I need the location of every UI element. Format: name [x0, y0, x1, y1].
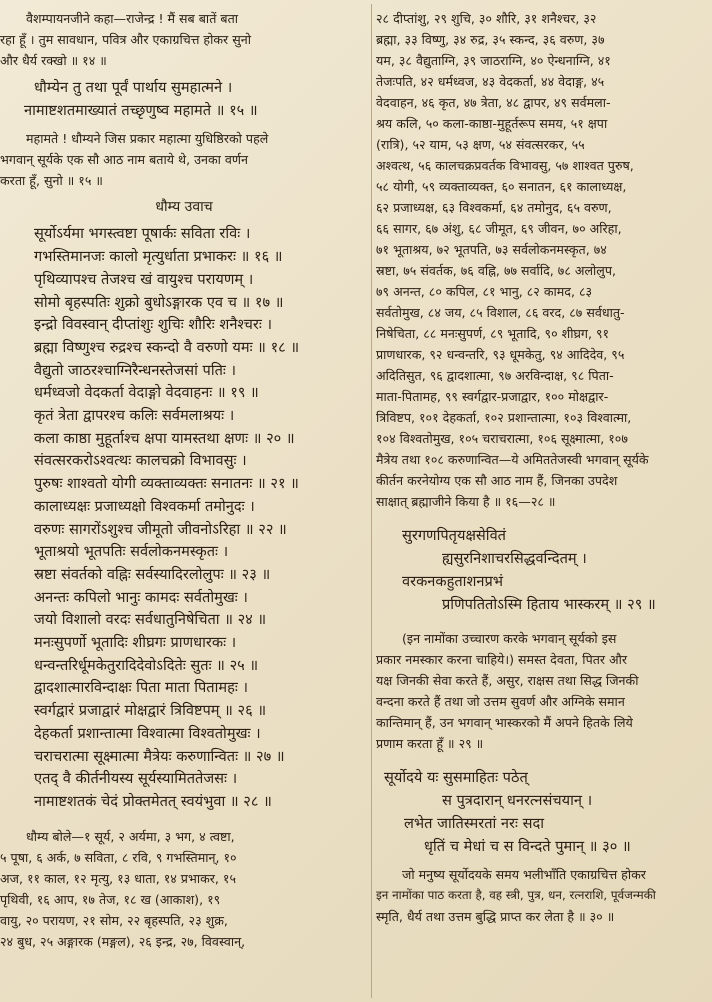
para-line: वायु, २० परायण, २१ सोम, २२ बृहस्पति, २३ शुक्र,: [0, 912, 228, 928]
para-line: मैत्रेय तथा १०८ करुणान्वित—ये अमिततेजस्वी भगवान् सूर्यके: [376, 452, 649, 467]
verse-line: सूर्योऽर्यमा भगस्त्वष्टा पूषार्कः सविता रविः ।: [34, 225, 251, 243]
para-line: साक्षात् ब्रह्माजीने किया है ॥ १६—२८ ॥: [376, 494, 556, 509]
verses-16-28: [0, 223, 368, 813]
para-line: वन्दना करते हैं तथा जो उत्तम सुवर्ण और अग्निके समान: [376, 694, 625, 709]
verse-line: कालाध्यक्षः प्रजाध्यक्षो विश्वकर्मा तमोनुदः ।: [34, 497, 255, 515]
verse-line: पृथिव्यापश्च तेजश्च खं वायुश्च परायणम् ।: [34, 270, 254, 288]
verse-line: प्रणिपतितोऽस्मि हिताय भास्करम् ॥ २९ ॥: [442, 596, 656, 613]
verse-line: वैद्युतो जाठरश्चाग्निरैन्धनस्तेजसां पतिः ।: [34, 361, 237, 379]
para-line: २८ दीप्तांशु, २९ शुचि, ३० शौरि, ३१ शनैश्चर, ३२: [376, 11, 597, 26]
para-30: [376, 864, 708, 927]
para-line: त्रिविष्टप, १०१ देहकर्ता, १०२ प्रशान्तात्मा, १०३ विश्वात्मा,: [376, 410, 632, 425]
verse-line: ब्रह्मा विष्णुश्च रुद्रश्च स्कन्दो वै वरुणो यमः ॥ १८ ॥: [34, 338, 300, 356]
verse-line: स्रष्टा संवर्तको वह्निः सर्वस्यादिरलोलुपः ॥ २३ ॥: [34, 565, 271, 583]
verse-line: पुरुषः शाश्वतो योगी व्यक्ताव्यक्तः सनातनः ॥ २१ ॥: [34, 475, 299, 493]
para-line: धौम्य बोले—१ सूर्य, २ अर्यमा, ३ भग, ४ त्वष्टा,: [26, 828, 235, 844]
para-line: कीर्तन करनेयोग्य एक सौ आठ नाम हैं, जिनका उपदेश: [376, 473, 618, 488]
dhaumya-uvacha-heading: धौम्य उवाच: [155, 199, 213, 216]
para-29: [376, 628, 708, 754]
para-line: माता-पितामह, ९९ स्वर्गद्वार-प्रजाद्वार, १०० मोक्षद्वार-: [376, 389, 609, 404]
para-line: प्रणाम करता हूँ ॥ २९ ॥: [376, 736, 484, 751]
verse-line: इन्द्रो विवस्वान् दीप्तांशुः शुचिः शौरिः शनैश्चरः ।: [34, 316, 272, 334]
para-line: रहा हूँ । तुम सावधान, पवित्र और एकाग्रचित्त होकर सुनो: [0, 32, 251, 47]
para-line: करता हूँ, सुनो ॥ १५ ॥: [0, 173, 103, 189]
verse-line: धौम्येन तु तथा पूर्वं पार्थाय सुमहात्मने ।: [34, 79, 233, 96]
verse-line: भूताश्रयो भूतपतिः सर्वलोकनमस्कृतः ।: [34, 543, 229, 561]
para-line: ५८ योगी, ५९ व्यक्ताव्यक्त, ६० सनातन, ६१ कालाध्यक्ष,: [376, 179, 627, 194]
para-line: अदितिसुत, ९६ द्वादशात्मा, ९७ अरविन्दाक्ष, ९८ पिता-: [376, 368, 614, 383]
verse-line: जयो विशालो वरदः सर्वधातुनिषेचिता ॥ २४ ॥: [34, 611, 267, 629]
verse-line: द्वादशात्मारविन्दाक्षः पिता माता पितामहः ।: [34, 679, 248, 697]
para-line: ब्रह्मा, ३३ विष्णु, ३४ रुद्र, ३५ स्कन्द, ३६ वरुण, ३७: [376, 32, 605, 47]
para-line: ७९ अनन्त, ८० कपिल, ८१ भानु, ८२ कामद, ८३: [376, 284, 593, 299]
para-line: वैशम्पायनजीने कहा—राजेन्द्र ! मैं सब बातें बता: [26, 11, 239, 26]
verse-line: मनःसुपर्णो भूतादिः शीघ्रगः प्राणधारकः ।: [34, 634, 237, 652]
left-column: [0, 8, 368, 996]
verse-15: [0, 77, 368, 122]
para-intro: [0, 8, 368, 71]
verse-line: धन्वन्तरिर्धूमकेतुरादिदेवोऽदितेः सुतः ॥ २५ ॥: [34, 656, 259, 674]
verse-line: अनन्तः कपिलो भानुः कामदः सर्वतोमुखः ।: [34, 588, 248, 606]
para-line: ७१ भूताश्रय, ७२ भूतपति, ७३ सर्वलोकनमस्कृत, ७४: [376, 242, 607, 257]
para-line: भगवान् सूर्यके एक सौ आठ नाम बताये थे, उनका वर्णन: [0, 152, 249, 168]
column-divider: [371, 4, 372, 998]
verse-line: ह्यसुरनिशाचरसिद्धवन्दितम् ।: [442, 550, 587, 567]
para-line: और धैर्य रक्खो ॥ १४ ॥: [0, 53, 107, 68]
verse-line: चराचरात्मा सूक्ष्मात्मा मैत्रेयः करुणान्वितः ॥ २७ ॥: [34, 747, 285, 765]
para-names-continued: [376, 8, 708, 512]
para-line: प्रकार नमस्कार करना चाहिये।) समस्त देवता, पितर और: [376, 652, 628, 667]
verse-30: [376, 766, 708, 858]
verse-line: वरकनकहुताशनप्रभं: [402, 573, 504, 590]
verse-line: स्वर्गद्वारं प्रजाद्वारं मोक्षद्वारं त्रिविष्टपम् ॥ २६ ॥: [34, 702, 267, 720]
right-column: [376, 8, 708, 996]
para-line: (रात्रि), ५२ याम, ५३ क्षण, ५४ संवत्सरकर, ५५: [376, 137, 585, 152]
para-line: पृथिवी, १६ आप, १७ तेज, १८ ख (आकाश), १९: [0, 891, 221, 907]
para-line: जो मनुष्य सूर्योदयके समय भलीभाँति एकाग्रचित्त होकर: [402, 867, 646, 882]
para-line: कान्तिमान् हैं, उन भगवान् भास्करको मैं अपने हितके लिये: [376, 715, 633, 730]
verse-29: [376, 524, 708, 616]
para-line: १०४ विश्वतोमुख, १०५ चराचरात्मा, १०६ सूक्ष्मात्मा, १०७: [376, 431, 628, 446]
verse-line: देहकर्ता प्रशान्तात्मा विश्वात्मा विश्वतोमुखः ।: [34, 724, 261, 742]
para-line: स्मृति, धैर्य तथा उत्तम बुद्धि प्राप्त कर लेता है ॥ ३० ॥: [376, 909, 615, 924]
verse-line: एतद् वै कीर्तनीयस्य सूर्यस्यामिततेजसः ।: [34, 770, 238, 788]
verse-line: सुरगणपितृयक्षसेवितं: [402, 527, 506, 544]
para-line: ६२ प्रजाध्यक्ष, ६३ विश्वकर्मा, ६४ तमोनुद, ६५ वरुण,: [376, 200, 612, 215]
para-line: स्रष्टा, ७५ संवर्तक, ७६ वह्नि, ७७ सर्वादि, ७८ अलोलुप,: [376, 263, 616, 278]
para-line: तेजःपति, ४२ धर्मध्वज, ४३ वेदकर्ता, ४४ वेदाङ्ग, ४५: [376, 74, 605, 89]
para-line: प्राणधारक, ९२ धन्वन्तरि, ९३ धूमकेतु, ९४ आदिदेव, ९५: [376, 347, 625, 362]
verse-line: सूर्योदये यः सुसमाहितः पठेत्: [384, 769, 528, 786]
para-line: श्रय कलि, ५० कला-काष्ठा-मुहूर्तरूप समय, ५१ क्षपा: [376, 116, 608, 131]
verse-line: स पुत्रदारान् धनरत्नसंचयान् ।: [442, 792, 593, 809]
verse-line: नामाष्टशतकं चेदं प्रोक्तमेतत् स्वयंभुवा ॥ २८ ॥: [34, 792, 272, 810]
verse-line: संवत्सरकरोऽश्वत्थः कालचक्रो विभावसुः ।: [34, 452, 247, 470]
para-line: ५ पूषा, ६ अर्क, ७ सविता, ८ रवि, ९ गभस्तिमान्, १०: [0, 849, 237, 865]
para-line: यम, ३८ वैद्युताग्नि, ३९ जाठराग्नि, ४० ऐन्धनाग्नि, ४१: [376, 53, 611, 68]
verse-line: सोमो बृहस्पतिः शुक्रो बुधोऽङ्गारक एव च ॥ १७ ॥: [34, 293, 284, 311]
verse-line: वरुणः सागरोंऽशुश्च जीमूतो जीवनोऽरिहा ॥ २२ ॥: [34, 520, 287, 538]
para-line: अश्वत्थ, ५६ कालचक्रप्रवर्तक विभावसु, ५७ शाश्वत पुरुष,: [376, 158, 634, 173]
verse-line: गभस्तिमानजः कालो मृत्युर्धाता प्रभाकरः ॥ १६ ॥: [34, 248, 283, 266]
para-line: महामते ! धौम्यने जिस प्रकार महात्मा युधिष्ठिरको पहले: [26, 131, 269, 147]
para-15: [0, 128, 368, 191]
para-line: वेदवाहन, ४६ कृत, ४७ त्रेता, ४८ द्वापर, ४९ सर्वमला-: [376, 95, 611, 110]
para-line: ६६ सागर, ६७ अंशु, ६८ जीमूत, ६९ जीवन, ७० अरिहा,: [376, 221, 622, 236]
verse-line: लभेत जातिस्मरतां नरः सदा: [404, 815, 544, 832]
verse-line: नामाष्टशतमाख्यातं तच्छृणुष्व महामते ॥ १५ ॥: [24, 101, 258, 119]
verse-line: कला काष्ठा मुहूर्ताश्च क्षपा यामस्तथा क्षणः ॥ २० ॥: [34, 429, 295, 447]
para-line: सर्वतोमुख, ८४ जय, ८५ विशाल, ८६ वरद, ८७ सर्वधातु-: [376, 305, 625, 320]
verse-line: धृतिं च मेधां च स विन्दते पुमान् ॥ ३० ॥: [424, 838, 631, 855]
verse-line: धर्मध्वजो वेदकर्ता वेदाङ्गो वेदवाहनः ॥ १९ ॥: [34, 384, 259, 402]
para-line: इन नामोंका पाठ करता है, वह स्त्री, पुत्र, धन, रत्नराशि, पूर्वजन्मकी: [376, 888, 656, 902]
para-names: [0, 826, 368, 952]
para-line: निषेचिता, ८८ मनःसुपर्ण, ८९ भूतादि, ९० शीघ्रग, ९१: [376, 326, 610, 341]
para-line: (इन नामोंका उच्चारण करके भगवान् सूर्यको इस: [402, 631, 617, 646]
verse-line: कृतं त्रेता द्वापरश्च कलिः सर्वमलाश्रयः ।: [34, 407, 235, 425]
para-line: यक्ष जिनकी सेवा करते हैं, असुर, राक्षस तथा सिद्ध जिनकी: [376, 673, 639, 688]
para-line: अज, ११ काल, १२ मृत्यु, १३ धाता, १४ प्रभाकर, १५: [0, 870, 237, 886]
para-line: २४ बुध, २५ अङ्गारक (मङ्गल), २६ इन्द्र, २७, विवस्वान्,: [0, 933, 246, 949]
